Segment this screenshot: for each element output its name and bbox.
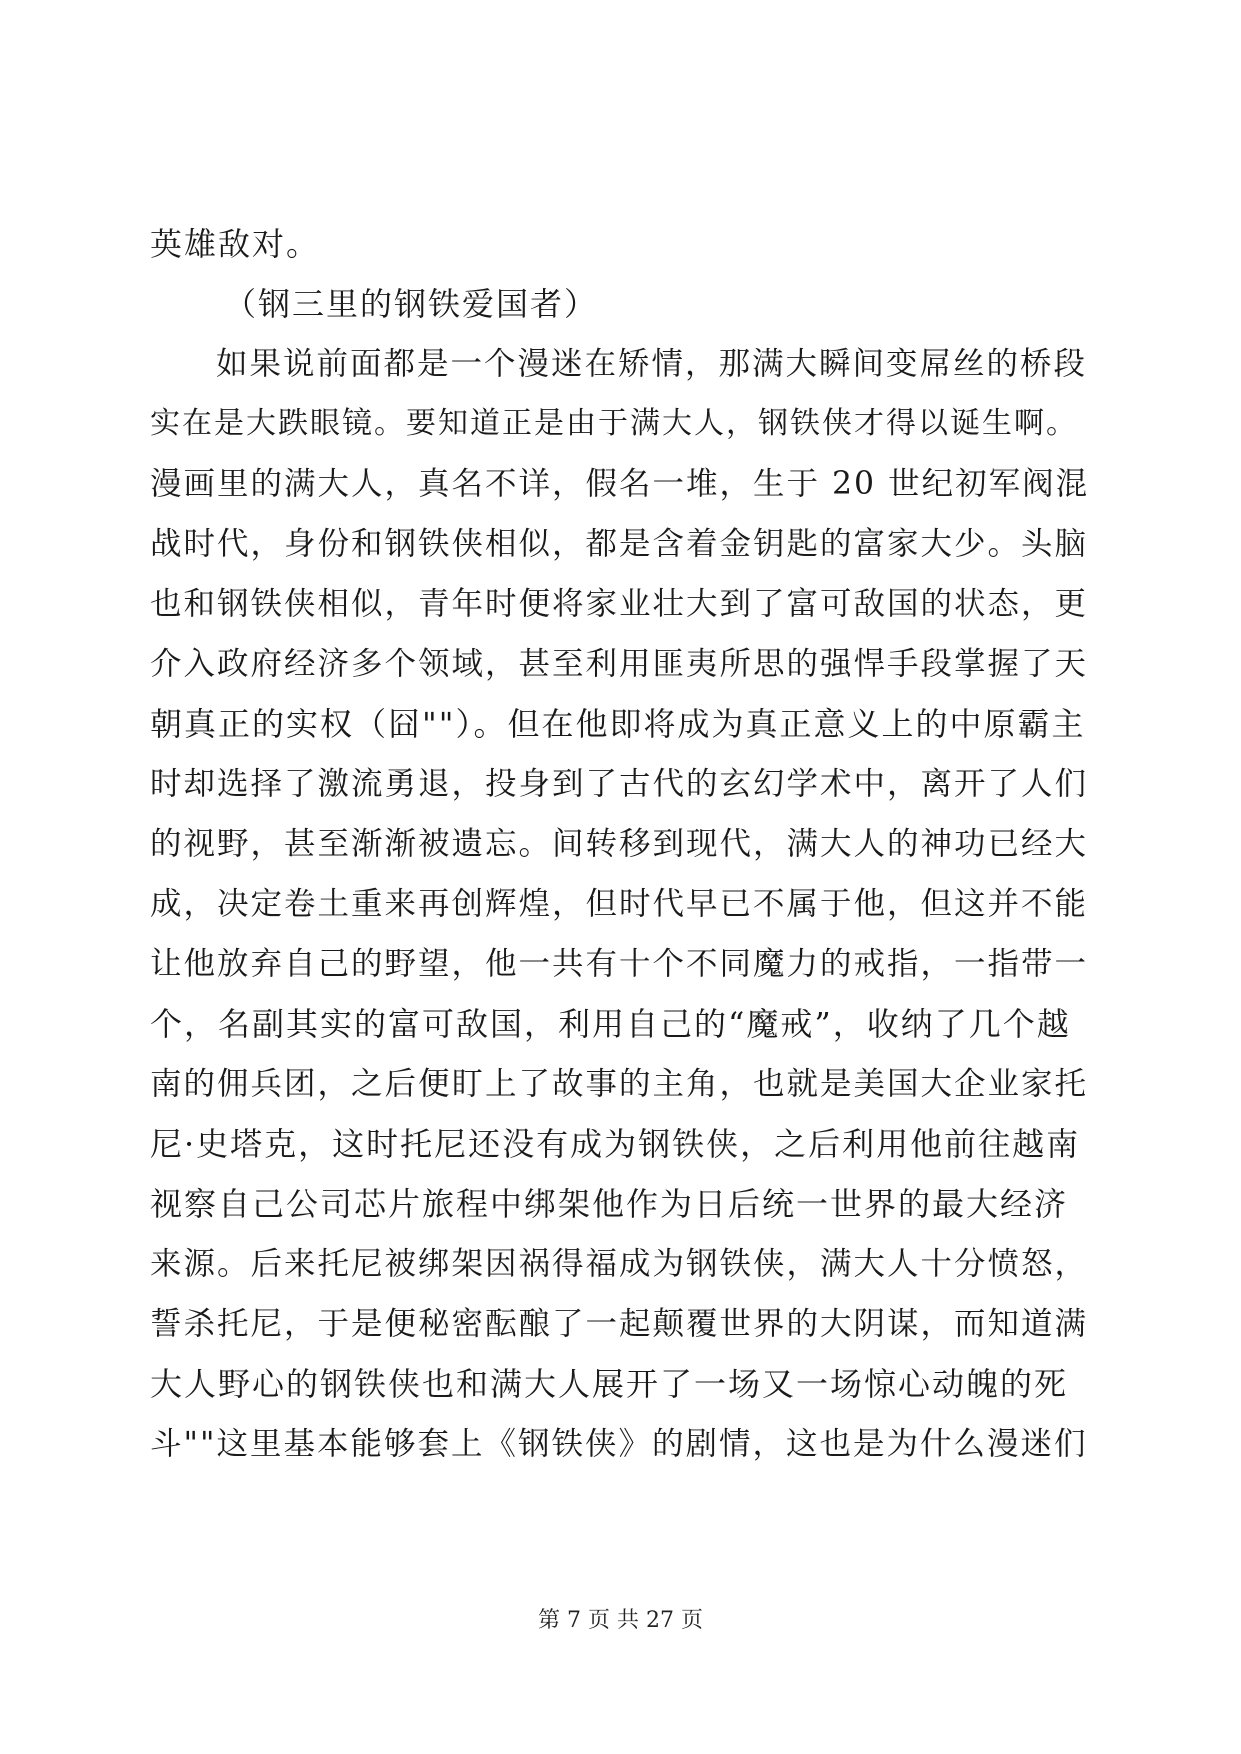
text-line: 时却选择了激流勇退，投身到了古代的玄幻学术中，离开了人们 bbox=[150, 766, 1089, 802]
text-line: 誓杀托尼，于是便秘密酝酿了一起颠覆世界的大阴谋，而知道满 bbox=[150, 1306, 1089, 1342]
text-line: 也和钢铁侠相似，青年时便将家业壮大到了富可敌国的状态，更 bbox=[150, 586, 1089, 622]
text-line: 朝真正的实权（囧""）。但在他即将成为真正意义上的中原霸主 bbox=[150, 705, 1086, 743]
text-line: 介入政府经济多个领域，甚至利用匪夷所思的强悍手段掌握了天 bbox=[150, 646, 1089, 682]
text-line: 来源。后来托尼被绑架因祸得福成为钢铁侠，满大人十分愤怒， bbox=[150, 1246, 1089, 1282]
text-line: 英雄敌对。 bbox=[150, 225, 321, 263]
text-line: 斗""这里基本能够套上《钢铁侠》的剧情，这也是为什么漫迷们 bbox=[150, 1426, 1088, 1462]
text-line: 成，决定卷土重来再创辉煌，但时代早已不属于他，但这并不能 bbox=[150, 886, 1089, 922]
text-line: 的视野，甚至渐渐被遗忘。间转移到现代，满大人的神功已经大 bbox=[150, 826, 1089, 862]
text-line: 视察自己公司芯片旅程中绑架他作为日后统一世界的最大经济 bbox=[150, 1185, 1069, 1223]
text-line: 个，名副其实的富可敌国，利用自己的“魔戒”，收纳了几个越 bbox=[150, 1005, 1071, 1043]
text-line: 南的佣兵团，之后便盯上了故事的主角，也就是美国大企业家托 bbox=[150, 1066, 1089, 1102]
section-subheading: （钢三里的钢铁爱国者） bbox=[224, 285, 599, 323]
paragraph-first-line: 如果说前面都是一个漫迷在矫情，那满大瞬间变屌丝的桥段 bbox=[216, 346, 1088, 382]
page-number-footer: 第 7 页 共 27 页 bbox=[538, 1608, 703, 1633]
text-line: 尼·史塔克，这时托尼还没有成为钢铁侠，之后利用他前往越南 bbox=[150, 1125, 1081, 1163]
text-line: 战时代，身份和钢铁侠相似，都是含着金钥匙的富家大少。头脑 bbox=[150, 526, 1089, 562]
text-line: 大人野心的钢铁侠也和满大人展开了一场又一场惊心动魄的死 bbox=[150, 1365, 1069, 1403]
text-line: 实在是大跌眼镜。要知道正是由于满大人，钢铁侠才得以诞生啊。 bbox=[150, 406, 1078, 441]
body-text bbox=[150, 214, 1090, 1474]
text-line: 漫画里的满大人，真名不详，假名一堆，生于 20 世纪初军阀混 bbox=[150, 466, 1090, 502]
text-line: 让他放弃自己的野望，他一共有十个不同魔力的戒指，一指带一 bbox=[150, 946, 1089, 982]
